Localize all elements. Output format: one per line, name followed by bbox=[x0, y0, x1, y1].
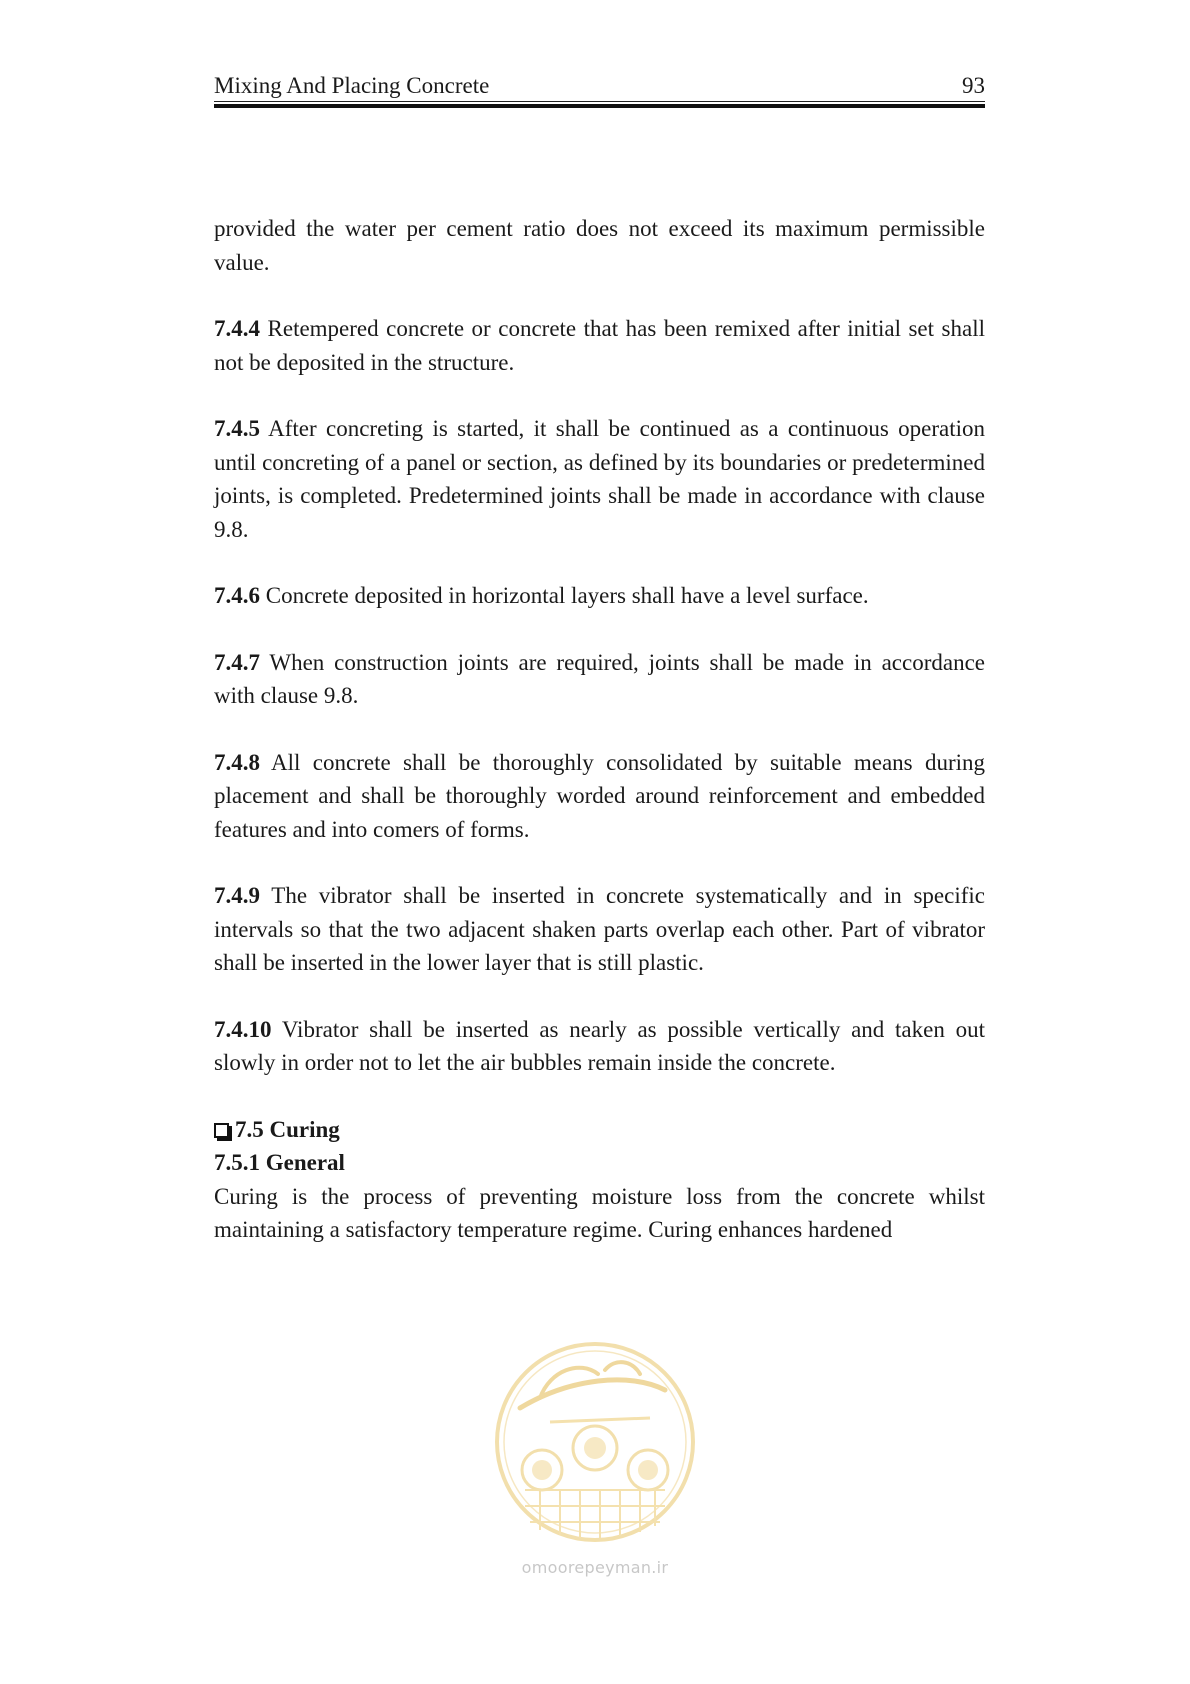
paragraph-7-4-10 bbox=[214, 1013, 985, 1080]
watermark-site: omoorepeyman.ir bbox=[521, 1558, 669, 1577]
paragraph bbox=[214, 212, 985, 279]
clause-number: 7.4.8 bbox=[214, 749, 260, 775]
clause-number: 7.4.10 bbox=[214, 1016, 272, 1042]
header-rule-thick bbox=[214, 104, 985, 108]
paragraph-text: All concrete shall be thoroughly consolidated by suitable means during placement and shall be thoroughly worded around reinforcement and embedded features and into comers of forms. bbox=[214, 749, 985, 842]
paragraph-7-4-6 bbox=[214, 579, 985, 613]
checkbox-icon bbox=[214, 1123, 229, 1138]
clause-number: 7.4.7 bbox=[214, 649, 260, 675]
watermark-logo bbox=[480, 1330, 710, 1590]
section-paragraph: Curing is the process of preventing moisture loss from the concrete whilst maintaining a satisfactory temperature regime. Curing enhances hardened bbox=[214, 1183, 985, 1242]
paragraph-text: The vibrator shall be inserted in concrete systematically and in specific intervals so that the two adjacent shaken parts overlap each other. Part of vibrator shall be inserted in the lower layer that is still plastic. bbox=[214, 883, 985, 975]
paragraph-7-4-8 bbox=[214, 746, 985, 847]
running-header bbox=[214, 70, 985, 110]
paragraph-text: Retempered concrete or concrete that has been remixed after initial set shall not be deposited in the structure. bbox=[214, 316, 985, 375]
paragraph-text: provided the water per cement ratio does not exceed its maximum permissible value. bbox=[214, 216, 985, 275]
header-title: Mixing And Placing Concrete bbox=[214, 73, 490, 98]
paragraph-text: Vibrator shall be inserted as nearly as possible vertically and taken out slowly in order not to let the air bubbles remain inside the concrete. bbox=[214, 1016, 985, 1075]
watermark-emblem bbox=[480, 1330, 710, 1555]
header-rule-thin bbox=[214, 101, 985, 102]
paragraph-7-4-9 bbox=[214, 879, 985, 980]
clause-number: 7.4.6 bbox=[214, 583, 260, 608]
subsection-heading: 7.5.1 General bbox=[214, 1150, 345, 1175]
section-heading bbox=[214, 1113, 985, 1147]
paragraph-text: After concreting is started, it shall be continued as a continuous operation until concreting of a panel or section, as defined by its boundaries or predetermined joints, is completed. Predetermined joints shall be made in accordance with clause 9.8. bbox=[214, 416, 985, 542]
paragraph-text: Concrete deposited in horizontal layers shall have a level surface. bbox=[260, 583, 869, 608]
clause-number: 7.4.5 bbox=[214, 416, 260, 441]
page-number: 93 bbox=[962, 73, 985, 98]
paragraph-7-4-5 bbox=[214, 412, 985, 546]
paragraph-text: When construction joints are required, joints shall be made in accordance with clause 9.8. bbox=[214, 649, 985, 708]
clause-number: 7.4.9 bbox=[214, 883, 260, 908]
section-heading-text: 7.5 Curing bbox=[235, 1116, 340, 1142]
paragraph-7-4-7 bbox=[214, 646, 985, 713]
paragraph-7-4-4 bbox=[214, 312, 985, 379]
body-text bbox=[214, 212, 985, 1247]
clause-number: 7.4.4 bbox=[214, 316, 260, 341]
